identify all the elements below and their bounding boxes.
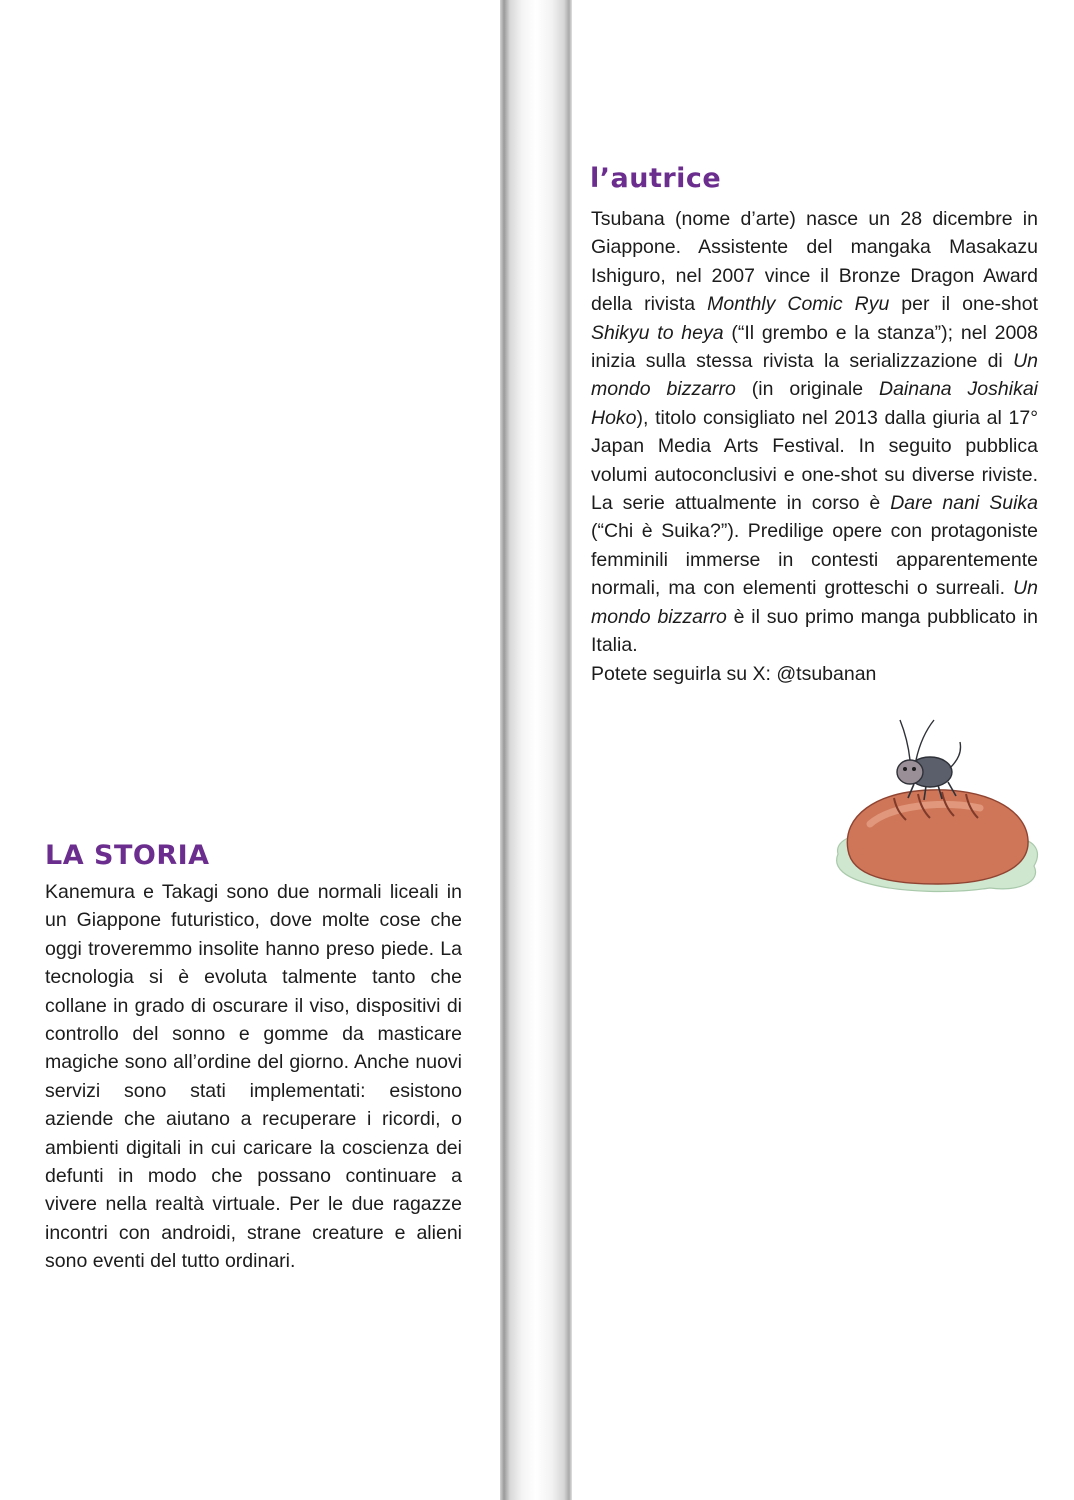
- autrice-text-6: (“Chi è Suika?”). Predilige opere con protagoniste femminili immerse in contesti apparentemente normali, ma con elementi grotteschi o surreali.: [591, 520, 1038, 600]
- autrice-title-un-mondo-bizzarro: Un mondo bizzarro: [591, 350, 1038, 401]
- autrice-social-handle: Potete seguirla su X: @tsubanan: [591, 662, 877, 685]
- autrice-title-dainana-joshikai-hoko: Dainana Joshikai Hoko: [591, 378, 1038, 429]
- bug-eye-shape: [912, 767, 916, 771]
- storia-paragraph: Kanemura e Takagi sono due normali liceali in un Giappone futuristico, dove molte cose che oggi troveremmo insolite hanno preso piede. La tecnologia si è evoluta talmente tanto che collane in grado di oscurare il viso, dispositivi di controllo del sonno e gomme da masticare magiche sono all’ordine del giorno. Anche nuovi servizi sono stati implementati: esistono aziende che aiutano a recuperare i ricordi, o ambienti digitali in cui caricare la coscienza dei defunti in modo che possano continuare a vivere nella realtà virtuale. Per le due ragazze incontri con androidi, strane creature e alieni sono eventi del tutto ordinari.: [45, 881, 462, 1273]
- autrice-text-1: Tsubana (nome d’arte) nasce un 28 dicembre in Giappone. Assistente del mangaka Masakazu Ishiguro, nel 2007 vince il Bronze Dragon Award della rivista: [591, 208, 1038, 316]
- autrice-heading: l’autrice: [590, 163, 722, 194]
- autrice-text-5: ), titolo consigliato nel 2013 dalla giuria al 17° Japan Media Arts Festival. In seguito pubblica volumi autoconclusivi e one-shot su diverse riviste. La serie attualmente in corso è: [591, 406, 1038, 515]
- storia-heading: LA STORIA: [45, 840, 210, 871]
- autrice-title-un-mondo-bizzarro-2: Un mondo bizzarro: [591, 577, 1038, 628]
- bug-on-bread-illustration: [830, 712, 1050, 902]
- autrice-title-shikyu-to-heya: Shikyu to heya: [591, 321, 724, 344]
- autrice-title-dare-nani-suika: Dare nani Suika: [890, 492, 1038, 515]
- bug-eye-shape: [903, 767, 907, 771]
- autrice-text-7: è il suo primo manga pubblicato in Italia.: [591, 605, 1038, 657]
- autrice-text-2: per il one-shot: [889, 293, 1038, 316]
- bug-tail-shape: [950, 742, 961, 768]
- bug-head-shape: [897, 760, 923, 784]
- bug-antenna-shape: [916, 720, 934, 760]
- autrice-text-4: (in originale: [735, 378, 879, 401]
- autrice-title-monthly-comic-ryu: Monthly Comic Ryu: [707, 293, 890, 316]
- bug-antenna-shape: [900, 720, 910, 760]
- autrice-paragraph: [591, 205, 1038, 688]
- book-spine-gutter: [500, 0, 572, 1500]
- autrice-text-3: (“Il grembo e la stanza”); nel 2008 inizia sulla stessa rivista la serializzazione di: [591, 321, 1038, 373]
